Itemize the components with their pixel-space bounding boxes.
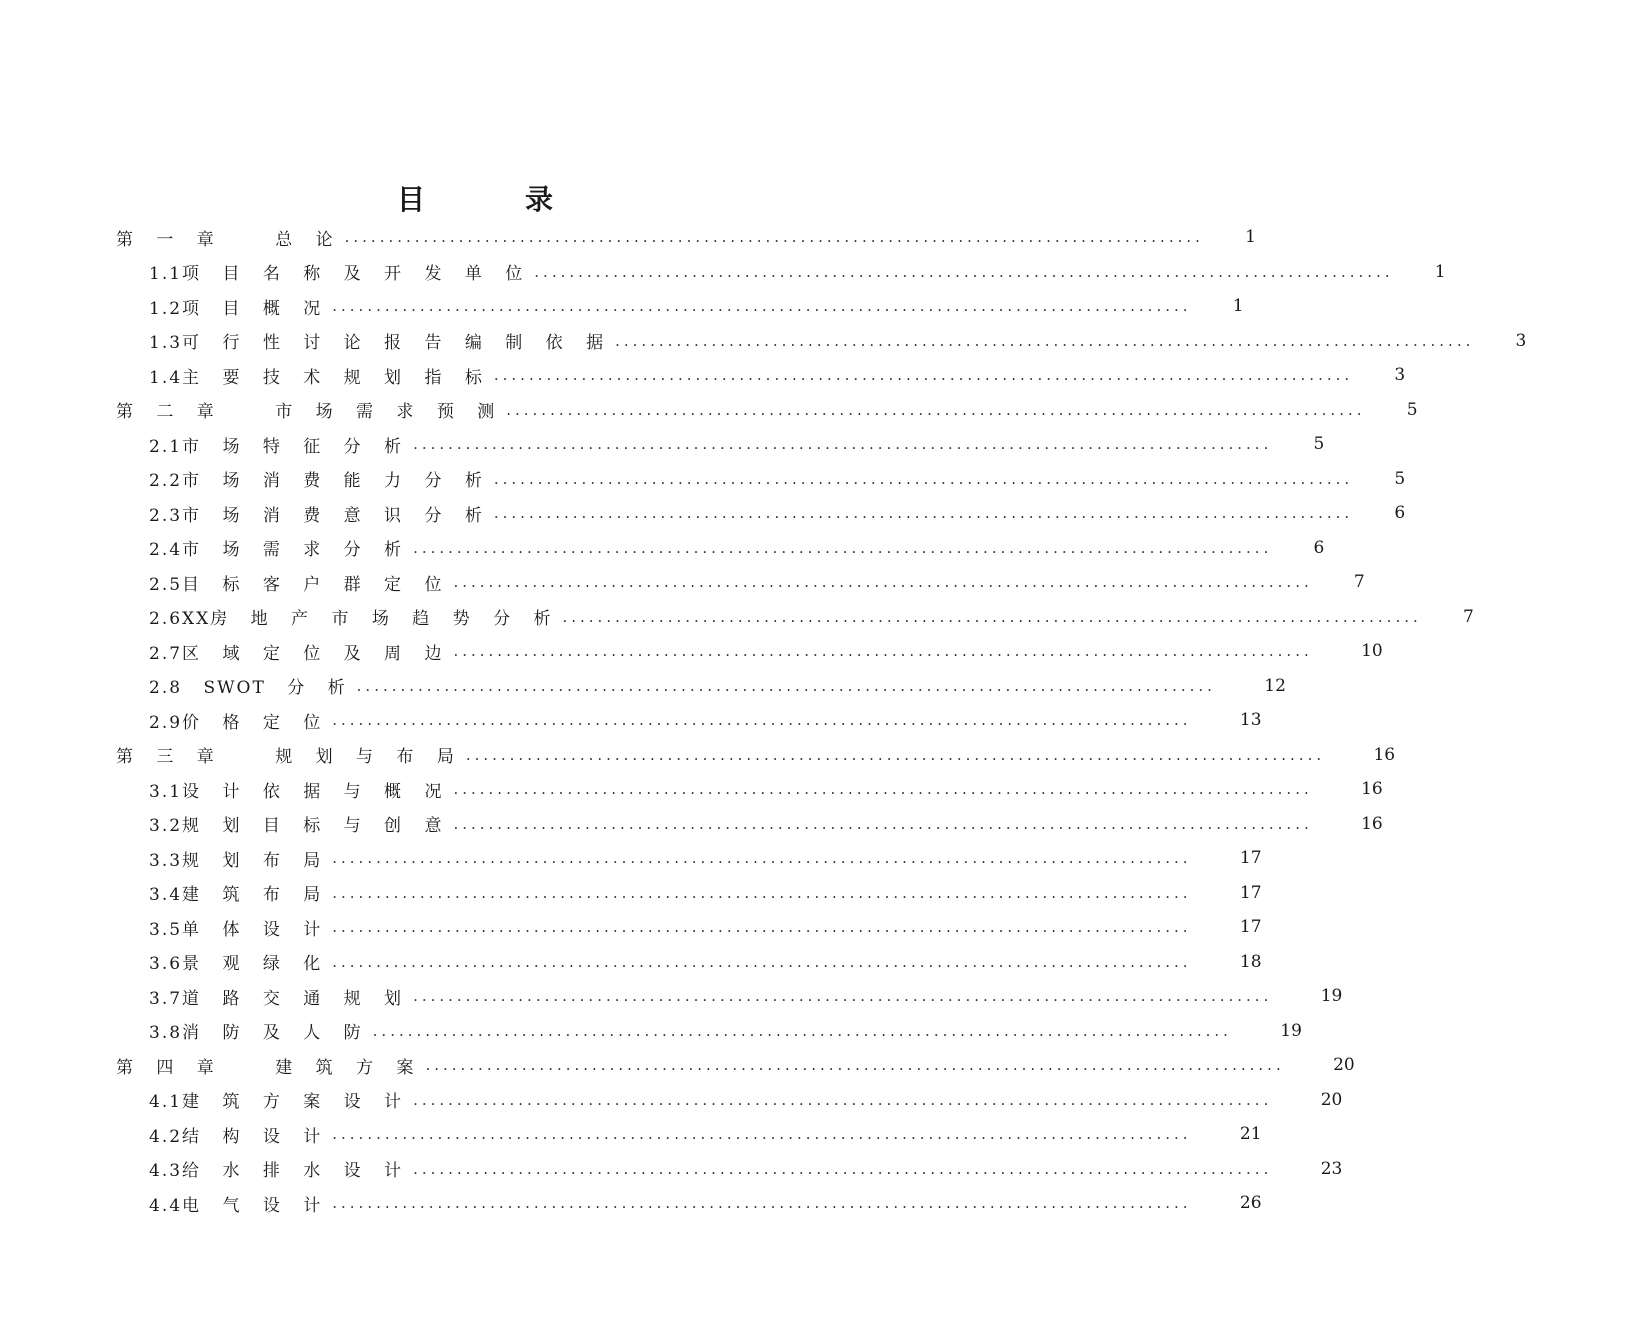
toc-entry-page: 7	[1353, 572, 1365, 593]
toc-entry[interactable]	[0, 1152, 1343, 1187]
toc-entry-page: 3	[1515, 330, 1527, 351]
toc-entry-label: 2.7区 域 定 位 及 周 边	[149, 643, 444, 664]
toc-entry[interactable]	[0, 289, 1244, 324]
toc-entry-page: 5	[1313, 434, 1325, 455]
toc-entry-label: 3.4建 筑 布 局	[149, 885, 323, 906]
toc-leader-dots: ..................................................................................................	[413, 1090, 1273, 1109]
toc-entry-label: 第 三 章 规 划 与 布 局	[116, 747, 456, 768]
toc-entry-page: 17	[1239, 848, 1262, 869]
toc-leader-dots: ..................................................................................................	[344, 228, 1204, 247]
toc-entry[interactable]	[0, 1117, 1262, 1152]
toc-entry-label: 2.9价 格 定 位	[149, 712, 323, 733]
toc-entry-label: 2.8 SWOT 分 析	[149, 678, 347, 699]
toc-leader-dots: ..................................................................................................	[332, 1125, 1192, 1144]
toc-entry-label: 第 四 章 建 筑 方 案	[116, 1057, 416, 1078]
toc-entry-page: 1	[1434, 261, 1446, 282]
toc-leader-dots: ..................................................................................................	[562, 607, 1422, 626]
toc-entry[interactable]	[0, 979, 1343, 1014]
toc-entry[interactable]	[0, 255, 1446, 290]
toc-entry-label: 3.1设 计 依 据 与 概 况	[149, 781, 444, 802]
toc-entry-label: 3.6景 观 绿 化	[149, 954, 323, 975]
toc-entry-page: 23	[1320, 1158, 1343, 1179]
toc-entry-page: 3	[1394, 365, 1406, 386]
toc-entry-page: 1	[1232, 296, 1244, 317]
toc-entry-label: 3.8消 防 及 人 防	[149, 1023, 363, 1044]
toc-leader-dots: ..................................................................................................	[534, 262, 1394, 281]
table-of-contents	[0, 220, 1527, 1221]
toc-entry-page: 20	[1320, 1089, 1343, 1110]
toc-entry[interactable]	[0, 393, 1418, 428]
toc-entry-label: 2.2市 场 消 费 能 力 分 析	[149, 471, 484, 492]
toc-leader-dots: ..................................................................................................	[332, 883, 1192, 902]
toc-leader-dots: ..................................................................................................	[332, 849, 1192, 868]
toc-leader-dots: ..................................................................................................	[493, 504, 1354, 523]
toc-entry-page: 7	[1462, 606, 1474, 627]
toc-entry[interactable]	[0, 496, 1406, 531]
toc-leader-dots: ..................................................................................................	[332, 952, 1192, 971]
toc-leader-dots: ..................................................................................................	[413, 987, 1273, 1006]
toc-leader-dots: ..................................................................................................	[465, 745, 1326, 764]
toc-entry[interactable]	[0, 1186, 1262, 1221]
toc-entry[interactable]	[0, 1083, 1343, 1118]
toc-entry[interactable]	[0, 565, 1365, 600]
toc-entry[interactable]	[0, 462, 1406, 497]
toc-entry[interactable]	[0, 600, 1474, 635]
toc-entry[interactable]	[0, 531, 1325, 566]
toc-entry-label: 第 二 章 市 场 需 求 预 测	[116, 402, 497, 423]
toc-leader-dots: ..................................................................................................	[413, 1159, 1273, 1178]
toc-entry-page: 18	[1239, 951, 1262, 972]
toc-entry-page: 5	[1406, 399, 1418, 420]
toc-entry[interactable]	[0, 358, 1406, 393]
toc-leader-dots: ..................................................................................................	[332, 297, 1192, 316]
toc-title: 目 录	[396, 183, 589, 216]
toc-entry-label: 3.3规 划 布 局	[149, 850, 323, 871]
toc-entry-page: 20	[1333, 1055, 1355, 1076]
toc-leader-dots: ..................................................................................................	[506, 400, 1366, 419]
toc-entry-page: 6	[1394, 503, 1406, 524]
toc-entry-page: 5	[1394, 468, 1406, 489]
toc-entry[interactable]	[0, 945, 1262, 980]
toc-entry-label: 2.6XX房 地 产 市 场 趋 势 分 析	[149, 609, 553, 630]
toc-leader-dots: ..................................................................................................	[332, 918, 1192, 937]
toc-entry-page: 21	[1239, 1124, 1262, 1145]
toc-entry[interactable]	[0, 772, 1383, 807]
toc-entry[interactable]	[0, 324, 1527, 359]
toc-entry-label: 1.2项 目 概 况	[149, 298, 323, 319]
toc-entry[interactable]	[0, 738, 1396, 773]
toc-entry-label: 2.1市 场 特 征 分 析	[149, 436, 404, 457]
toc-leader-dots: ..................................................................................................	[332, 1194, 1192, 1213]
toc-entry-page: 16	[1361, 813, 1383, 834]
toc-entry-page: 16	[1373, 744, 1396, 765]
toc-entry-label: 4.1建 筑 方 案 设 计	[149, 1092, 404, 1113]
toc-leader-dots: ..................................................................................................	[372, 1021, 1232, 1040]
toc-entry[interactable]	[0, 1048, 1355, 1083]
toc-entry-label: 4.2结 构 设 计	[149, 1126, 323, 1147]
toc-leader-dots: ..................................................................................................	[413, 435, 1273, 454]
toc-leader-dots: ..................................................................................................	[493, 366, 1354, 385]
toc-entry-page: 1	[1245, 227, 1256, 248]
toc-leader-dots: ..................................................................................................	[615, 331, 1475, 350]
toc-entry-label: 2.4市 场 需 求 分 析	[149, 540, 404, 561]
toc-leader-dots: ..................................................................................................	[413, 538, 1273, 557]
toc-entry-page: 17	[1239, 882, 1262, 903]
toc-entry-label: 4.3给 水 排 水 设 计	[149, 1161, 404, 1182]
toc-entry[interactable]	[0, 427, 1325, 462]
toc-leader-dots: ..................................................................................................	[332, 711, 1192, 730]
toc-entry[interactable]	[0, 841, 1262, 876]
toc-entry-label: 2.5目 标 客 户 群 定 位	[149, 574, 444, 595]
toc-entry-label: 1.4主 要 技 术 规 划 指 标	[149, 367, 484, 388]
toc-leader-dots: ..................................................................................................	[356, 676, 1216, 695]
toc-entry[interactable]	[0, 669, 1286, 704]
toc-leader-dots: ..................................................................................................	[493, 469, 1354, 488]
toc-entry-page: 19	[1280, 1020, 1302, 1041]
toc-entry-page: 17	[1239, 917, 1262, 938]
toc-entry-label: 第 一 章 总 论	[116, 229, 335, 250]
toc-entry[interactable]	[0, 220, 1256, 255]
toc-entry[interactable]	[0, 703, 1262, 738]
toc-entry-label: 2.3市 场 消 费 意 识 分 析	[149, 505, 484, 526]
toc-entry-label: 3.2规 划 目 标 与 创 意	[149, 816, 444, 837]
toc-entry[interactable]	[0, 910, 1262, 945]
toc-entry-page: 26	[1239, 1193, 1262, 1214]
toc-entry-label: 3.7道 路 交 通 规 划	[149, 988, 404, 1009]
toc-entry-page: 13	[1239, 710, 1262, 731]
toc-entry[interactable]	[0, 807, 1383, 842]
toc-entry-page: 19	[1320, 986, 1343, 1007]
toc-entry[interactable]	[0, 1014, 1302, 1049]
toc-entry[interactable]	[0, 634, 1383, 669]
toc-leader-dots: ..................................................................................................	[453, 814, 1313, 833]
toc-entry-page: 12	[1264, 675, 1286, 696]
toc-leader-dots: ..................................................................................................	[453, 573, 1313, 592]
toc-entry-page: 16	[1361, 779, 1383, 800]
toc-entry-label: 1.1项 目 名 称 及 开 发 单 位	[149, 264, 525, 285]
toc-entry[interactable]	[0, 876, 1262, 911]
toc-entry-label: 1.3可 行 性 讨 论 报 告 编 制 依 据	[149, 333, 606, 354]
toc-leader-dots: ..................................................................................................	[425, 1056, 1285, 1075]
toc-entry-label: 4.4电 气 设 计	[149, 1195, 323, 1216]
toc-entry-label: 3.5单 体 设 计	[149, 919, 323, 940]
toc-entry-page: 6	[1313, 537, 1325, 558]
toc-leader-dots: ..................................................................................................	[453, 642, 1313, 661]
toc-leader-dots: ..................................................................................................	[453, 780, 1313, 799]
toc-entry-page: 10	[1361, 641, 1383, 662]
